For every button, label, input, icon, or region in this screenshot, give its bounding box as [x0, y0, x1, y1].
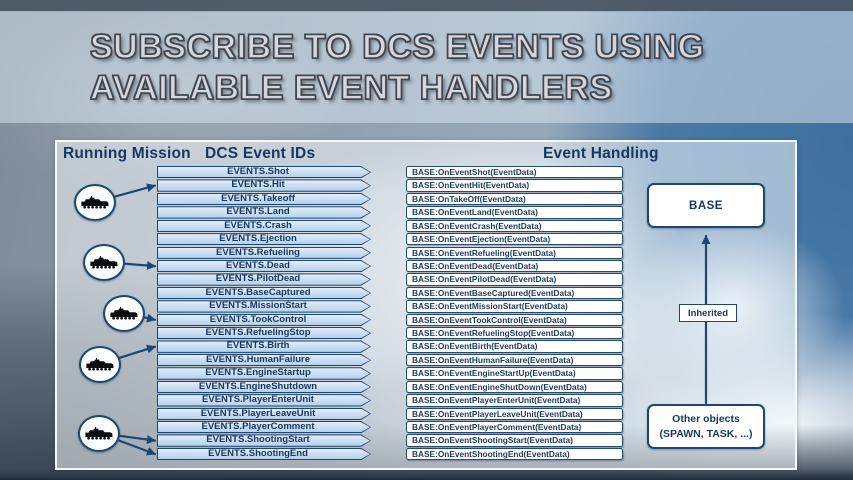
event-handler-box: [406, 408, 623, 420]
event-handler-label: BASE:OnEventLand(EventData): [412, 207, 538, 218]
event-handler-box: [406, 166, 623, 178]
event-id-label: EVENTS.RefuelingStop: [205, 327, 311, 339]
event-handler-label: BASE:OnEventPilotDead(EventData): [412, 274, 557, 285]
event-id-box: [157, 300, 371, 312]
military-vehicle-icon: [84, 355, 116, 373]
event-id-box: [157, 354, 371, 366]
event-id-box: [157, 327, 371, 339]
event-handler-box: [406, 247, 623, 259]
event-id-label: EVENTS.Refueling: [216, 246, 300, 258]
event-handler-label: BASE:OnTakeOff(EventData): [412, 193, 526, 204]
event-handler-label: BASE:OnEventCrash(EventData): [412, 220, 542, 231]
event-handler-box: [406, 193, 623, 205]
event-handler-box: [406, 421, 623, 433]
base-class-node: [647, 183, 765, 228]
event-handler-label: BASE:OnEventPlayerEnterUnit(EventData): [412, 395, 581, 406]
event-handler-box: [406, 327, 623, 339]
event-id-label: EVENTS.Crash: [224, 219, 292, 231]
event-handler-box: [406, 314, 623, 326]
event-id-box: [157, 434, 371, 446]
military-vehicle-icon: [79, 193, 111, 211]
base-class-label: BASE: [689, 199, 723, 212]
event-id-label: EVENTS.PilotDead: [215, 273, 301, 285]
other-objects-line1: Other objects: [672, 412, 740, 425]
event-handler-label: BASE:OnEventShootingEnd(EventData): [412, 448, 570, 459]
event-id-label: EVENTS.Takeoff: [221, 192, 295, 204]
event-handler-label: BASE:OnEventEngineShutDown(EventData): [412, 381, 587, 392]
event-id-label: EVENTS.BaseCaptured: [205, 286, 311, 298]
mission-unit-circle: [79, 346, 121, 383]
event-id-box: [157, 367, 371, 379]
event-handler-label: BASE:OnEventEjection(EventData): [412, 234, 551, 245]
slide-title-line2: AVAILABLE EVENT HANDLERS: [90, 69, 613, 107]
military-vehicle-icon: [88, 253, 120, 271]
event-id-box: [157, 287, 371, 299]
event-id-label: EVENTS.PlayerComment: [201, 420, 315, 432]
event-id-label: EVENTS.Shot: [227, 166, 289, 177]
event-id-label: EVENTS.TookControl: [209, 313, 307, 325]
event-id-label: EVENTS.PlayerEnterUnit: [202, 394, 314, 406]
event-handler-box: [406, 448, 623, 460]
event-id-label: EVENTS.Land: [226, 206, 290, 218]
event-id-label: EVENTS.ShootingEnd: [208, 447, 308, 459]
event-handler-box: [406, 340, 623, 352]
event-id-box: [157, 273, 371, 285]
event-id-box: [157, 233, 371, 245]
event-handler-box: [406, 367, 623, 379]
event-id-label: EVENTS.PlayerLeaveUnit: [200, 407, 316, 419]
event-handler-box: [406, 260, 623, 272]
event-id-box: [157, 179, 371, 191]
mission-unit-circle: [78, 415, 120, 452]
event-id-box: [157, 220, 371, 232]
event-id-box: [157, 340, 371, 352]
event-id-box: [157, 206, 371, 218]
event-handler-label: BASE:OnEventRefueling(EventData): [412, 247, 556, 258]
event-handler-label: BASE:OnEventRefuelingStop(EventData): [412, 328, 575, 339]
event-handler-label: BASE:OnEventTookControl(EventData): [412, 314, 567, 325]
event-id-label: EVENTS.EngineStartup: [205, 367, 311, 379]
event-id-box: [157, 260, 371, 272]
slide-title-line1: SUBSCRIBE TO DCS EVENTS USING: [90, 28, 705, 66]
event-id-box: [157, 448, 371, 460]
event-id-box: [157, 394, 371, 406]
military-vehicle-icon: [83, 424, 115, 442]
event-id-box: [157, 193, 371, 205]
event-handler-label: BASE:OnEventShootingStart(EventData): [412, 435, 573, 446]
event-handler-label: BASE:OnEventDead(EventData): [412, 260, 539, 271]
mission-unit-circle: [103, 295, 145, 332]
inherited-arrow-label: [679, 304, 737, 322]
event-handler-box: [406, 273, 623, 285]
event-handler-label: BASE:OnEventMissionStart(EventData): [412, 301, 568, 312]
event-id-label: EVENTS.Dead: [226, 259, 290, 271]
event-id-label: EVENTS.Hit: [231, 179, 285, 191]
column-header-dcs-event-ids: DCS Event IDs: [205, 145, 316, 162]
event-handler-box: [406, 206, 623, 218]
event-handler-box: [406, 179, 623, 191]
event-handler-box: [406, 394, 623, 406]
other-objects-node: [647, 404, 765, 449]
column-header-running-mission: Running Mission: [63, 145, 191, 162]
other-objects-line2: (SPAWN, TASK, ...): [659, 427, 753, 440]
event-id-label: EVENTS.EngineShutdown: [198, 380, 318, 392]
event-id-box: [157, 314, 371, 326]
event-id-box: [157, 166, 371, 178]
mission-unit-circle: [74, 184, 116, 221]
mission-unit-circle: [83, 244, 125, 281]
event-handler-box: [406, 381, 623, 393]
event-handler-label: BASE:OnEventBirth(EventData): [412, 341, 538, 352]
event-handler-box: [406, 233, 623, 245]
event-handler-box: [406, 287, 623, 299]
event-handler-box: [406, 220, 623, 232]
event-handler-label: BASE:OnEventHit(EventData): [412, 180, 530, 191]
event-id-box: [157, 408, 371, 420]
event-handler-box: [406, 354, 623, 366]
event-handler-label: BASE:OnEventPlayerComment(EventData): [412, 421, 582, 432]
event-id-box: [157, 421, 371, 433]
event-id-label: EVENTS.Ejection: [219, 233, 297, 245]
event-id-label: EVENTS.Birth: [226, 340, 290, 352]
event-handler-label: BASE:OnEventShot(EventData): [412, 167, 537, 177]
event-id-box: [157, 247, 371, 259]
event-id-label: EVENTS.MissionStart: [209, 300, 307, 312]
column-header-event-handling: Event Handling: [543, 145, 659, 162]
event-handler-label: BASE:OnEventEngineStartUp(EventData): [412, 368, 576, 379]
event-handler-box: [406, 434, 623, 446]
event-handler-label: BASE:OnEventHumanFailure(EventData): [412, 354, 574, 365]
event-id-label: EVENTS.HumanFailure: [206, 353, 310, 365]
event-handler-label: BASE:OnEventBaseCaptured(EventData): [412, 287, 575, 298]
event-id-label: EVENTS.ShootingStart: [206, 434, 310, 446]
inherited-label-text: Inherited: [687, 307, 729, 319]
event-id-box: [157, 381, 371, 393]
military-vehicle-icon: [108, 304, 140, 322]
event-handler-box: [406, 300, 623, 312]
event-handler-label: BASE:OnEventPlayerLeaveUnit(EventData): [412, 408, 583, 419]
